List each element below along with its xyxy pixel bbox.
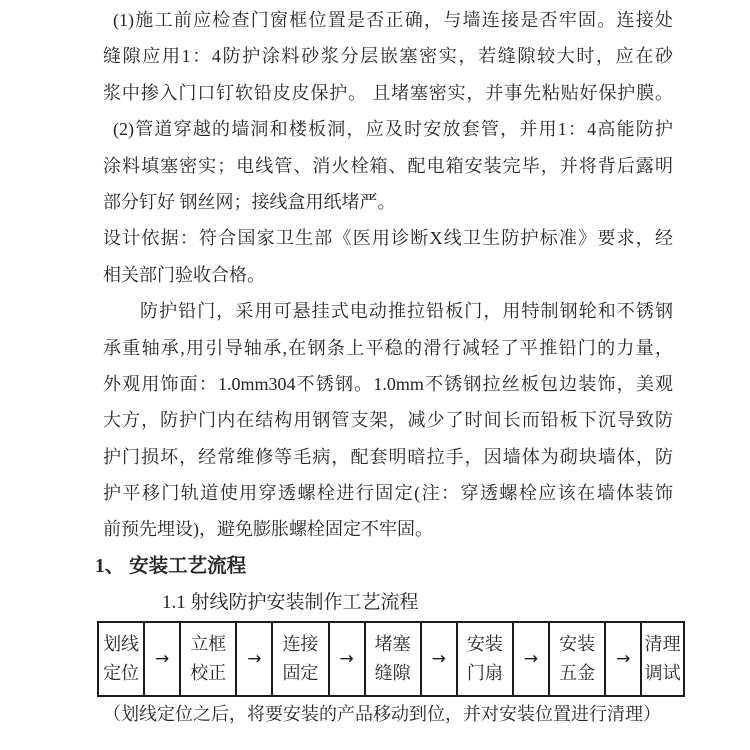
flow-step	[366, 623, 422, 695]
flow-step-label: 立框	[190, 633, 227, 654]
paragraph-line: 浆中掺入门口钉软铅皮皮保护。 且堵塞密实，并事先粘贴好保护膜。	[103, 82, 673, 103]
flow-arrow-icon: →	[330, 623, 366, 695]
flow-step-label: 门扇	[466, 662, 503, 683]
flow-step-label: 安装	[466, 633, 503, 654]
flow-step-label: 定位	[103, 662, 140, 683]
paragraph-line: 前预先埋设)，避免膨胀螺栓固定不牢固。	[103, 519, 433, 540]
flow-step-label: 校正	[190, 662, 227, 683]
flow-step-label: 连接	[282, 633, 319, 654]
flow-arrow-icon: →	[237, 623, 273, 695]
flow-step-label: 堵塞	[374, 633, 411, 654]
flow-step-label: 清理	[644, 633, 681, 654]
flow-step-label: 固定	[282, 662, 319, 683]
flow-arrow-icon: →	[422, 623, 458, 695]
paragraph-line: 部分钉好 钢丝网；接线盒用纸堵严。	[103, 191, 396, 212]
flow-step-label: 调试	[644, 662, 681, 683]
flow-step	[550, 623, 606, 695]
paragraph-line: 设计依据：符合国家卫生部《医用诊断X线卫生防护标准》要求，经	[103, 228, 673, 249]
subsection-heading: 1.1 射线防护安装制作工艺流程	[162, 591, 419, 613]
flow-step-label: 五金	[559, 662, 596, 683]
paragraph-line: 防护铅门，采用可悬挂式电动推拉铅板门，用特制钢轮和不锈钢	[140, 301, 673, 322]
paragraph-line: 缝隙应用1：4防护涂料砂浆分层嵌塞密实，若缝隙较大时，应在砂	[103, 46, 673, 67]
paragraph-line: 涂料填塞密实；电线管、消火栓箱、配电箱安装完毕，并将背后露明	[103, 155, 673, 176]
section-heading: 1、 安装工艺流程	[95, 555, 247, 577]
paragraph-line: 承重轴承,用引导轴承,在钢条上平稳的滑行减轻了平推铅门的力量，	[103, 337, 673, 358]
paragraph-line: 大方，防护门内在结构用钢管支架，减少了时间长而铅板下沉导致防	[103, 410, 673, 431]
paragraph-line: 相关部门验收合格。	[103, 264, 265, 285]
flow-step-label: 划线	[103, 633, 140, 654]
document-body	[95, 2, 681, 729]
paragraph-line: 外观用饰面：1.0mm304不锈钢。1.0mm不锈钢拉丝板包边装饰，美观	[103, 373, 673, 394]
flow-arrow-icon: →	[145, 623, 181, 695]
flow-step	[273, 623, 329, 695]
flow-step	[458, 623, 514, 695]
process-flow-table	[97, 621, 685, 697]
flow-step-label: 安装	[559, 633, 596, 654]
flow-arrow-icon: →	[606, 623, 642, 695]
paragraph-line: 护平移门轨道使用穿透螺栓进行固定(注：穿透螺栓应该在墙体装饰	[103, 483, 673, 504]
flow-note: （划线定位之后，将要安装的产品移动到位，并对安装位置进行清理）	[103, 703, 661, 724]
paragraph-line: (2)管道穿越的墙洞和楼板洞，应及时安放套管，并用1：4高能防护	[113, 119, 673, 140]
flow-step	[181, 623, 237, 695]
flow-step	[99, 623, 145, 695]
paragraph-line: (1)施工前应检查门窗框位置是否正确，与墙连接是否牢固。连接处	[113, 10, 673, 30]
flow-arrow-icon: →	[514, 623, 550, 695]
flow-step-label: 缝隙	[374, 662, 411, 683]
paragraph-line: 护门损坏，经常维修等毛病，配套明暗拉手，因墙体为砌块墙体，防	[103, 446, 673, 467]
flow-step	[642, 623, 683, 695]
